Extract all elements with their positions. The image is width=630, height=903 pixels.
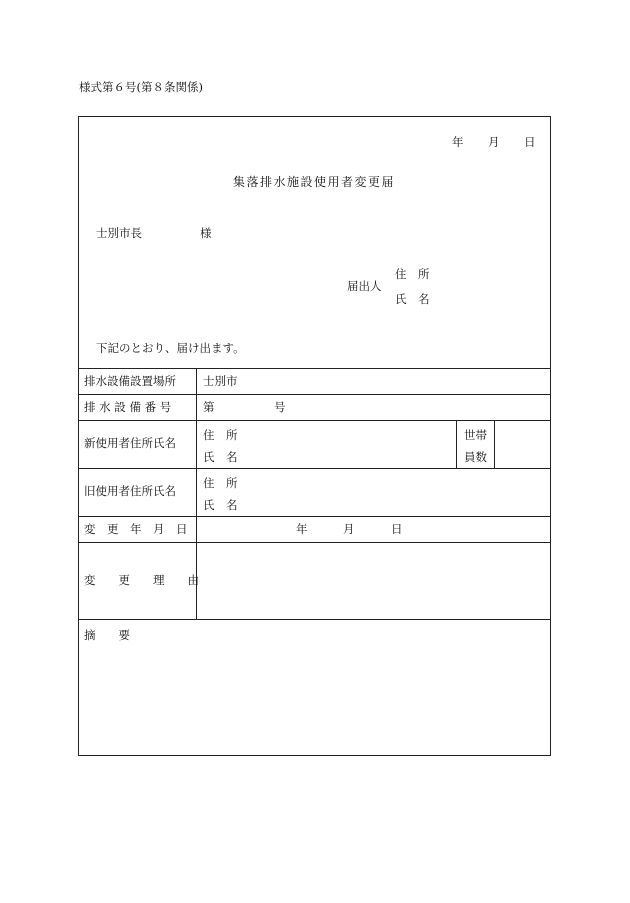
old-user-address-label: 住 所 xyxy=(203,476,238,490)
household-label-line1: 世帯 xyxy=(464,428,487,442)
row-rule-1 xyxy=(78,394,551,395)
facility-number-suffix: 号 xyxy=(274,400,286,414)
row-rule-6 xyxy=(78,619,551,620)
change-date-day: 日 xyxy=(391,522,403,536)
row-rule-4 xyxy=(78,516,551,517)
location-label: 排水設備設置場所 xyxy=(84,374,176,388)
row-rule-5 xyxy=(78,542,551,543)
household-divider-right xyxy=(494,420,495,468)
new-user-address-label: 住 所 xyxy=(203,428,238,442)
change-reason-label: 変 更 理 由 xyxy=(84,573,199,587)
new-user-label: 新使用者住所氏名 xyxy=(84,436,176,450)
row-rule-2 xyxy=(78,420,551,421)
addressee: 士別市長 xyxy=(96,226,142,240)
document-title: 集落排水施設使用者変更届 xyxy=(233,175,396,189)
change-date-label: 変 更 年 月 日 xyxy=(84,522,188,536)
facility-number-prefix: 第 xyxy=(203,400,215,414)
new-user-name-label: 氏 名 xyxy=(203,450,238,464)
date-month-label: 月 xyxy=(488,135,500,149)
household-label-line2: 員数 xyxy=(464,450,487,464)
location-value: 士別市 xyxy=(203,374,238,388)
applicant-label: 届出人 xyxy=(347,279,382,293)
facility-number-label: 排 水 設 備 番 号 xyxy=(84,400,172,414)
old-user-name-label: 氏 名 xyxy=(203,498,238,512)
applicant-address-label: 住 所 xyxy=(395,267,430,281)
form-number: 様式第６号(第８条関係) xyxy=(79,80,203,94)
change-date-month: 月 xyxy=(343,522,355,536)
date-year-label: 年 xyxy=(452,135,464,149)
applicant-name-label: 氏 名 xyxy=(395,292,430,306)
date-day-label: 日 xyxy=(524,135,536,149)
change-date-year: 年 xyxy=(296,522,308,536)
remarks-label: 摘 要 xyxy=(84,628,130,642)
table-top-rule xyxy=(78,368,551,369)
row-rule-3 xyxy=(78,468,551,469)
statement: 下記のとおり、届け出ます。 xyxy=(96,341,245,355)
honorific: 様 xyxy=(200,226,212,240)
household-divider-left xyxy=(456,420,457,468)
old-user-label: 旧使用者住所氏名 xyxy=(84,484,176,498)
